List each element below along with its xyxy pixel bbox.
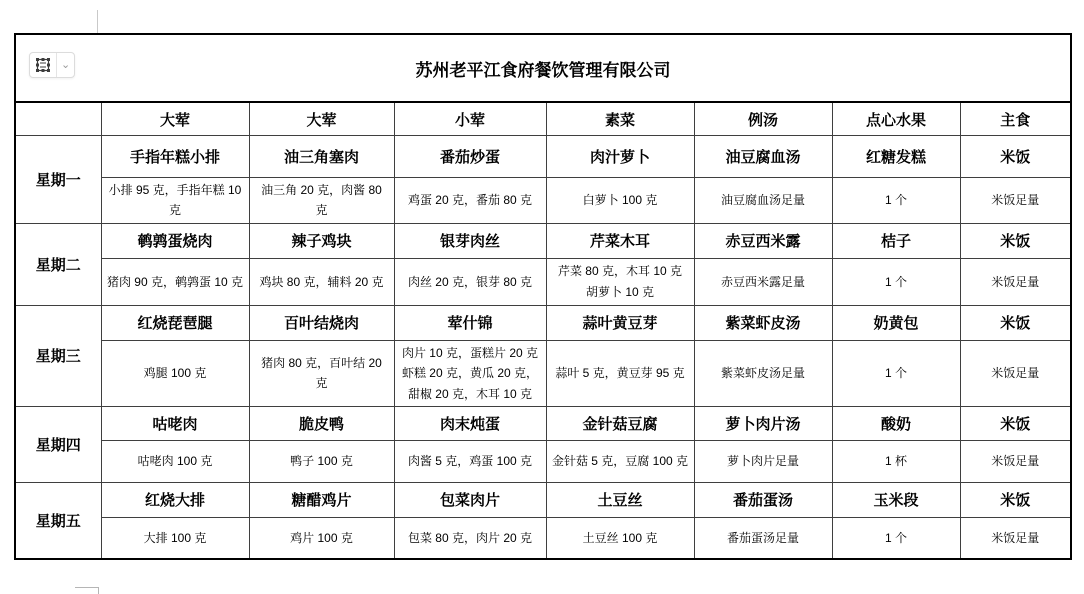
table-title-row: [15, 34, 1071, 102]
dish-name-cell[interactable]: 红烧琵琶腿: [101, 305, 249, 340]
column-header-dahun-1[interactable]: 大荤: [101, 102, 249, 136]
column-header-litang[interactable]: 例汤: [694, 102, 832, 136]
dish-detail-cell[interactable]: 大排 100 克: [101, 517, 249, 559]
page-margin-mark-bottom: [75, 587, 99, 594]
dish-name-cell[interactable]: 糖醋鸡片: [249, 482, 394, 517]
dish-name-cell[interactable]: 土豆丝: [546, 482, 694, 517]
dish-detail-cell[interactable]: 油三角 20 克，肉酱 80 克: [249, 178, 394, 224]
dish-detail-cell[interactable]: 番茄蛋汤足量: [694, 517, 832, 559]
dish-detail-cell[interactable]: 米饭足量: [960, 340, 1071, 406]
dish-detail-cell[interactable]: 1 个: [832, 258, 960, 305]
dish-detail-cell[interactable]: 米饭足量: [960, 258, 1071, 305]
table-row: [15, 136, 1071, 178]
dish-name-cell[interactable]: 萝卜肉片汤: [694, 406, 832, 440]
dish-name-cell[interactable]: 米饭: [960, 136, 1071, 178]
table-row: [15, 340, 1071, 406]
dish-detail-cell[interactable]: 赤豆西米露足量: [694, 258, 832, 305]
table-select-icon[interactable]: [30, 53, 57, 77]
dish-name-cell[interactable]: 番茄炒蛋: [394, 136, 546, 178]
dish-name-cell[interactable]: 油豆腐血汤: [694, 136, 832, 178]
column-header-xiaohun[interactable]: 小荤: [394, 102, 546, 136]
day-cell-friday[interactable]: 星期五: [15, 482, 101, 559]
dish-detail-cell[interactable]: 鸡腿 100 克: [101, 340, 249, 406]
dish-detail-cell[interactable]: 米饭足量: [960, 178, 1071, 224]
dish-detail-cell[interactable]: 1 杯: [832, 440, 960, 482]
dish-name-cell[interactable]: 桔子: [832, 223, 960, 258]
dish-name-cell[interactable]: 酸奶: [832, 406, 960, 440]
dish-name-cell[interactable]: 赤豆西米露: [694, 223, 832, 258]
dish-name-cell[interactable]: 辣子鸡块: [249, 223, 394, 258]
day-cell-monday[interactable]: 星期一: [15, 136, 101, 224]
table-select-button[interactable]: [29, 52, 75, 78]
dish-name-cell[interactable]: 脆皮鸭: [249, 406, 394, 440]
table-row: [15, 258, 1071, 305]
dish-detail-cell[interactable]: 紫菜虾皮汤足量: [694, 340, 832, 406]
dish-name-cell[interactable]: 银芽肉丝: [394, 223, 546, 258]
day-cell-wednesday[interactable]: 星期三: [15, 305, 101, 406]
dish-name-cell[interactable]: 芹菜木耳: [546, 223, 694, 258]
column-header-row: [15, 102, 1071, 136]
dish-name-cell[interactable]: 蒜叶黄豆芽: [546, 305, 694, 340]
dish-name-cell[interactable]: 鹌鹑蛋烧肉: [101, 223, 249, 258]
column-header-empty[interactable]: [15, 102, 101, 136]
dish-detail-cell[interactable]: 包菜 80 克，肉片 20 克: [394, 517, 546, 559]
dish-detail-cell[interactable]: 猪肉 80 克，百叶结 20 克: [249, 340, 394, 406]
dish-name-cell[interactable]: 百叶结烧肉: [249, 305, 394, 340]
dish-name-cell[interactable]: 红烧大排: [101, 482, 249, 517]
dish-name-cell[interactable]: 米饭: [960, 223, 1071, 258]
dish-name-cell[interactable]: 米饭: [960, 406, 1071, 440]
dish-name-cell[interactable]: 荤什锦: [394, 305, 546, 340]
table-row: [15, 305, 1071, 340]
dish-detail-cell[interactable]: 肉丝 20 克，银芽 80 克: [394, 258, 546, 305]
dish-name-cell[interactable]: 手指年糕小排: [101, 136, 249, 178]
dish-detail-cell[interactable]: 白萝卜 100 克: [546, 178, 694, 224]
table-row: [15, 517, 1071, 559]
dish-detail-cell[interactable]: 芹菜 80 克，木耳 10 克 胡萝卜 10 克: [546, 258, 694, 305]
weekly-menu-table: [14, 33, 1072, 560]
dish-detail-cell[interactable]: 咕咾肉 100 克: [101, 440, 249, 482]
dish-detail-cell[interactable]: 鸭子 100 克: [249, 440, 394, 482]
column-header-zhushi[interactable]: 主食: [960, 102, 1071, 136]
dish-name-cell[interactable]: 肉末炖蛋: [394, 406, 546, 440]
chevron-down-icon[interactable]: ⌄: [61, 58, 71, 71]
dish-name-cell[interactable]: 米饭: [960, 305, 1071, 340]
dish-detail-cell[interactable]: 鸡蛋 20 克，番茄 80 克: [394, 178, 546, 224]
dish-name-cell[interactable]: 米饭: [960, 482, 1071, 517]
table-row: [15, 223, 1071, 258]
dish-detail-cell[interactable]: 1 个: [832, 178, 960, 224]
table-row: [15, 178, 1071, 224]
dish-name-cell[interactable]: 玉米段: [832, 482, 960, 517]
page-margin-mark-top: [97, 10, 98, 33]
dish-detail-cell[interactable]: 油豆腐血汤足量: [694, 178, 832, 224]
dish-detail-cell[interactable]: 金针菇 5 克，豆腐 100 克: [546, 440, 694, 482]
day-cell-thursday[interactable]: 星期四: [15, 406, 101, 482]
column-header-sucai[interactable]: 素菜: [546, 102, 694, 136]
dish-name-cell[interactable]: 奶黄包: [832, 305, 960, 340]
dish-detail-cell[interactable]: 肉酱 5 克，鸡蛋 100 克: [394, 440, 546, 482]
dish-name-cell[interactable]: 油三角塞肉: [249, 136, 394, 178]
table-title[interactable]: 苏州老平江食府餐饮管理有限公司: [15, 34, 1071, 102]
dish-detail-cell[interactable]: 肉片 10 克，蛋糕片 20 克 虾糕 20 克，黄瓜 20 克，甜椒 20 克，木耳 10 克: [394, 340, 546, 406]
dish-detail-cell[interactable]: 鸡片 100 克: [249, 517, 394, 559]
dish-name-cell[interactable]: 咕咾肉: [101, 406, 249, 440]
table-row: [15, 406, 1071, 440]
dish-detail-cell[interactable]: 米饭足量: [960, 440, 1071, 482]
dish-detail-cell[interactable]: 米饭足量: [960, 517, 1071, 559]
dish-detail-cell[interactable]: 萝卜肉片足量: [694, 440, 832, 482]
table-row: [15, 440, 1071, 482]
dish-detail-cell[interactable]: 蒜叶 5 克，黄豆芽 95 克: [546, 340, 694, 406]
dish-detail-cell[interactable]: 1 个: [832, 340, 960, 406]
dish-name-cell[interactable]: 紫菜虾皮汤: [694, 305, 832, 340]
column-header-dianxin[interactable]: 点心水果: [832, 102, 960, 136]
dish-name-cell[interactable]: 肉汁萝卜: [546, 136, 694, 178]
dish-detail-cell[interactable]: 猪肉 90 克，鹌鹑蛋 10 克: [101, 258, 249, 305]
dish-detail-cell[interactable]: 土豆丝 100 克: [546, 517, 694, 559]
dish-name-cell[interactable]: 番茄蛋汤: [694, 482, 832, 517]
dish-detail-cell[interactable]: 小排 95 克，手指年糕 10 克: [101, 178, 249, 224]
column-header-dahun-2[interactable]: 大荤: [249, 102, 394, 136]
dish-name-cell[interactable]: 金针菇豆腐: [546, 406, 694, 440]
day-cell-tuesday[interactable]: 星期二: [15, 223, 101, 305]
table-row: [15, 482, 1071, 517]
dish-name-cell[interactable]: 包菜肉片: [394, 482, 546, 517]
dish-detail-cell[interactable]: 鸡块 80 克，辅料 20 克: [249, 258, 394, 305]
dish-detail-cell[interactable]: 1 个: [832, 517, 960, 559]
dish-name-cell[interactable]: 红糖发糕: [832, 136, 960, 178]
